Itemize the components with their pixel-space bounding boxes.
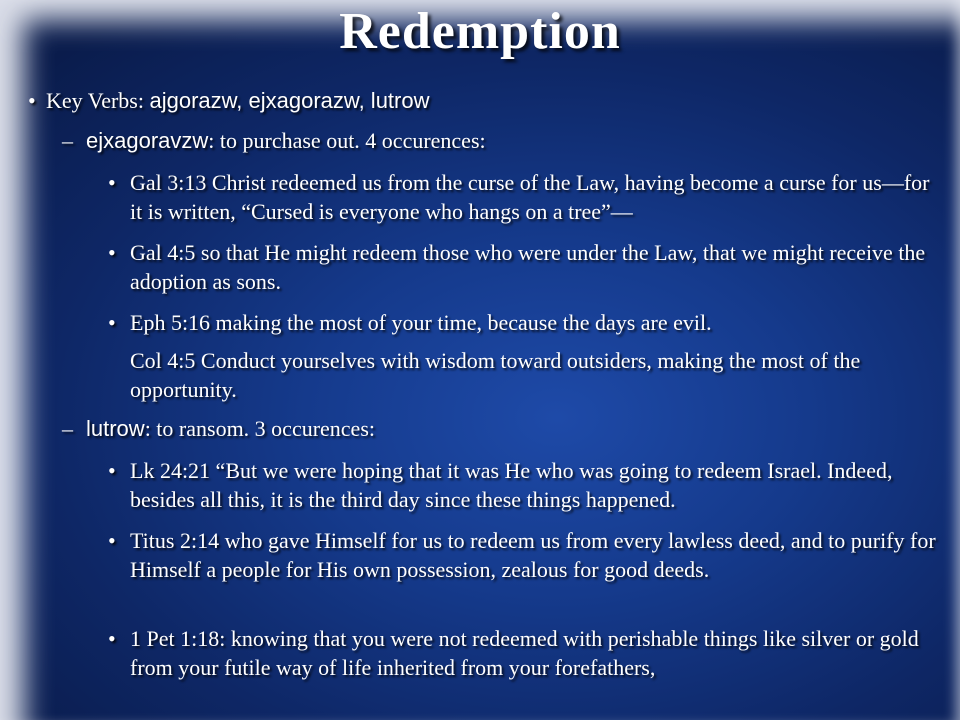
bullet-icon: • [108, 240, 116, 265]
verse-text: Lk 24:21 “But we were hoping that it was He who was going to redeem Israel. Indeed, besides all this, it is the third day since these things happened. [130, 458, 893, 512]
verse-text: Titus 2:14 who gave Himself for us to redeem us from every lawless deed, and to purify for Himself a people for His own possession, zealous for good deeds. [130, 528, 936, 582]
verse-text: Gal 4:5 so that He might redeem those who were under the Law, that we might receive the adoption as sons. [130, 240, 926, 294]
section-term: ejxagoravzw [86, 128, 209, 153]
dash-icon: – [62, 416, 73, 441]
verse-text: 1 Pet 1:18: knowing that you were not redeemed with perishable things like silver or gold from your futile way of life inherited from your forefathers, [130, 626, 919, 680]
bullet-icon: • [108, 458, 116, 483]
bullet-icon: • [108, 170, 116, 195]
section-definition: : to purchase out. 4 occurences: [208, 128, 486, 153]
slide-title: Redemption [339, 3, 621, 60]
verse-text: Gal 3:13 Christ redeemed us from the curse of the Law, having become a curse for us—for it is written, “Cursed is everyone who hangs on a tree”— [130, 170, 930, 224]
bullet-icon: • [28, 88, 36, 113]
verse-text: Eph 5:16 making the most of your time, because the days are evil. [130, 310, 712, 335]
key-verbs-label: Key Verbs: [46, 88, 150, 113]
key-verbs-words: ajgorazw, ejxagorazw, lutrow [149, 88, 430, 113]
section-term: lutrow [86, 416, 145, 441]
bullet-icon: • [108, 626, 116, 651]
section-definition: : to ransom. 3 occurences: [144, 416, 375, 441]
dash-icon: – [62, 128, 73, 153]
verse-text: Col 4:5 Conduct yourselves with wisdom toward outsiders, making the most of the opportunity. [130, 348, 861, 402]
bullet-icon: • [108, 528, 116, 553]
bullet-icon: • [108, 310, 116, 335]
